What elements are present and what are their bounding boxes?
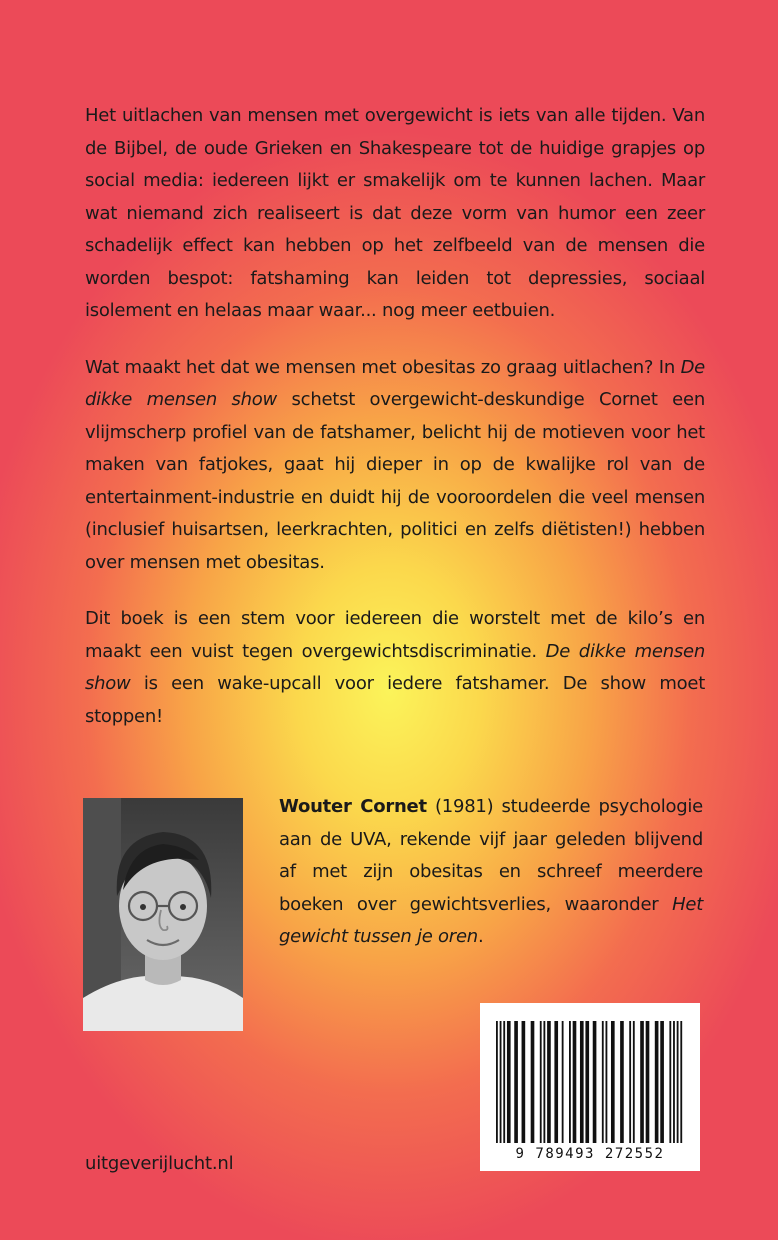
- barcode-bars: [496, 1021, 684, 1143]
- barcode-bar: [514, 1021, 518, 1143]
- barcode-bar: [673, 1021, 675, 1143]
- barcode-bar: [547, 1021, 551, 1143]
- previous-book-title: Het gewicht tussen je oren: [279, 893, 703, 947]
- barcode-bar: [500, 1021, 502, 1143]
- barcode-bar: [611, 1021, 615, 1143]
- barcode-bar: [680, 1021, 682, 1143]
- barcode-bar: [633, 1021, 635, 1143]
- barcode-bar: [606, 1021, 608, 1143]
- author-name: Wouter Cornet: [279, 796, 427, 817]
- barcode-bar: [660, 1021, 664, 1143]
- barcode-bar: [629, 1021, 631, 1143]
- isbn-barcode: [480, 1003, 700, 1171]
- blurb-text: [85, 100, 705, 757]
- barcode-bar: [655, 1021, 659, 1143]
- barcode-bar: [543, 1021, 545, 1143]
- blurb-paragraph-2-start: Wat maakt het dat we mensen met obesitas zo graag uitlachen? In: [85, 356, 681, 378]
- barcode-bar: [602, 1021, 604, 1143]
- barcode-bar: [585, 1021, 589, 1143]
- publisher-website[interactable]: uitgeverijlucht.nl: [85, 1153, 234, 1174]
- blurb-paragraph-3-rest: is een wake-upcall voor iedere fatshamer. De show moet stoppen!: [85, 673, 705, 727]
- barcode-bar: [669, 1021, 671, 1143]
- author-bio-end: .: [477, 926, 484, 947]
- barcode-bar: [540, 1021, 542, 1143]
- blurb-paragraph-2-rest: schetst overgewicht-deskundige Cornet een vlijmscherp profiel van de fatshamer, belicht hij de motieven voor het maken van fatjokes, gaat hij dieper in op de kwalijke rol van de entertainment-industrie en duidt hij de vooroordelen die veel mensen (inclusief huisartsen, leerkrachten, politici en zelfs diëtisten!) hebben over mensen met obesitas.: [85, 389, 705, 573]
- barcode-bar: [507, 1021, 511, 1143]
- barcode-bar: [554, 1021, 558, 1143]
- barcode-bar: [569, 1021, 571, 1143]
- barcode-bar: [573, 1021, 577, 1143]
- blurb-paragraph-1: [85, 100, 705, 328]
- barcode-bar: [646, 1021, 650, 1143]
- barcode-bar: [640, 1021, 644, 1143]
- barcode-bar: [531, 1021, 535, 1143]
- author-bio-text: (1981) studeerde psychologie aan de UVA, rekende vijf jaar geleden blijvend af met zijn obesitas en schreef meerdere boeken over gewichtsverlies, waaronder: [279, 796, 703, 915]
- barcode-bar: [593, 1021, 597, 1143]
- author-photo: [83, 798, 243, 1031]
- barcode-bar: [620, 1021, 624, 1143]
- barcode-bar: [677, 1021, 679, 1143]
- book-title: De dikke mensen show: [85, 356, 705, 410]
- isbn-number: 9 789493 272552: [515, 1146, 665, 1162]
- barcode-bar: [503, 1021, 505, 1143]
- author-portrait-illustration: [83, 798, 243, 1031]
- barcode-bar: [562, 1021, 564, 1143]
- book-title: De dikke mensen show: [85, 640, 706, 694]
- blurb-paragraph-2: [85, 352, 705, 580]
- blurb-paragraph-3: [85, 603, 705, 733]
- barcode-bar: [496, 1021, 498, 1143]
- barcode-bar: [580, 1021, 584, 1143]
- barcode-bar: [522, 1021, 526, 1143]
- blurb-paragraph-3-start: Dit boek is een stem voor iedereen die worstelt met de kilo’s en maakt een vuist tegen overgewichtsdiscriminatie.: [85, 608, 705, 662]
- blurb-paragraph-1-text: Het uitlachen van mensen met overgewicht is iets van alle tijden. Van de Bijbel, de oude Grieken en Shakespeare tot de huidige grapjes op social media: iedereen lijkt er smakelijk om te kunnen lachen. Maar wat niemand zich realiseert is dat deze vorm van humor een zeer schadelijk effect kan hebben op het zelfbeeld van de mensen die worden bespot: fatshaming kan leiden tot depressies, sociaal isolement en helaas maar waar... nog meer eetbuien.: [85, 105, 705, 321]
- author-bio: [279, 791, 703, 954]
